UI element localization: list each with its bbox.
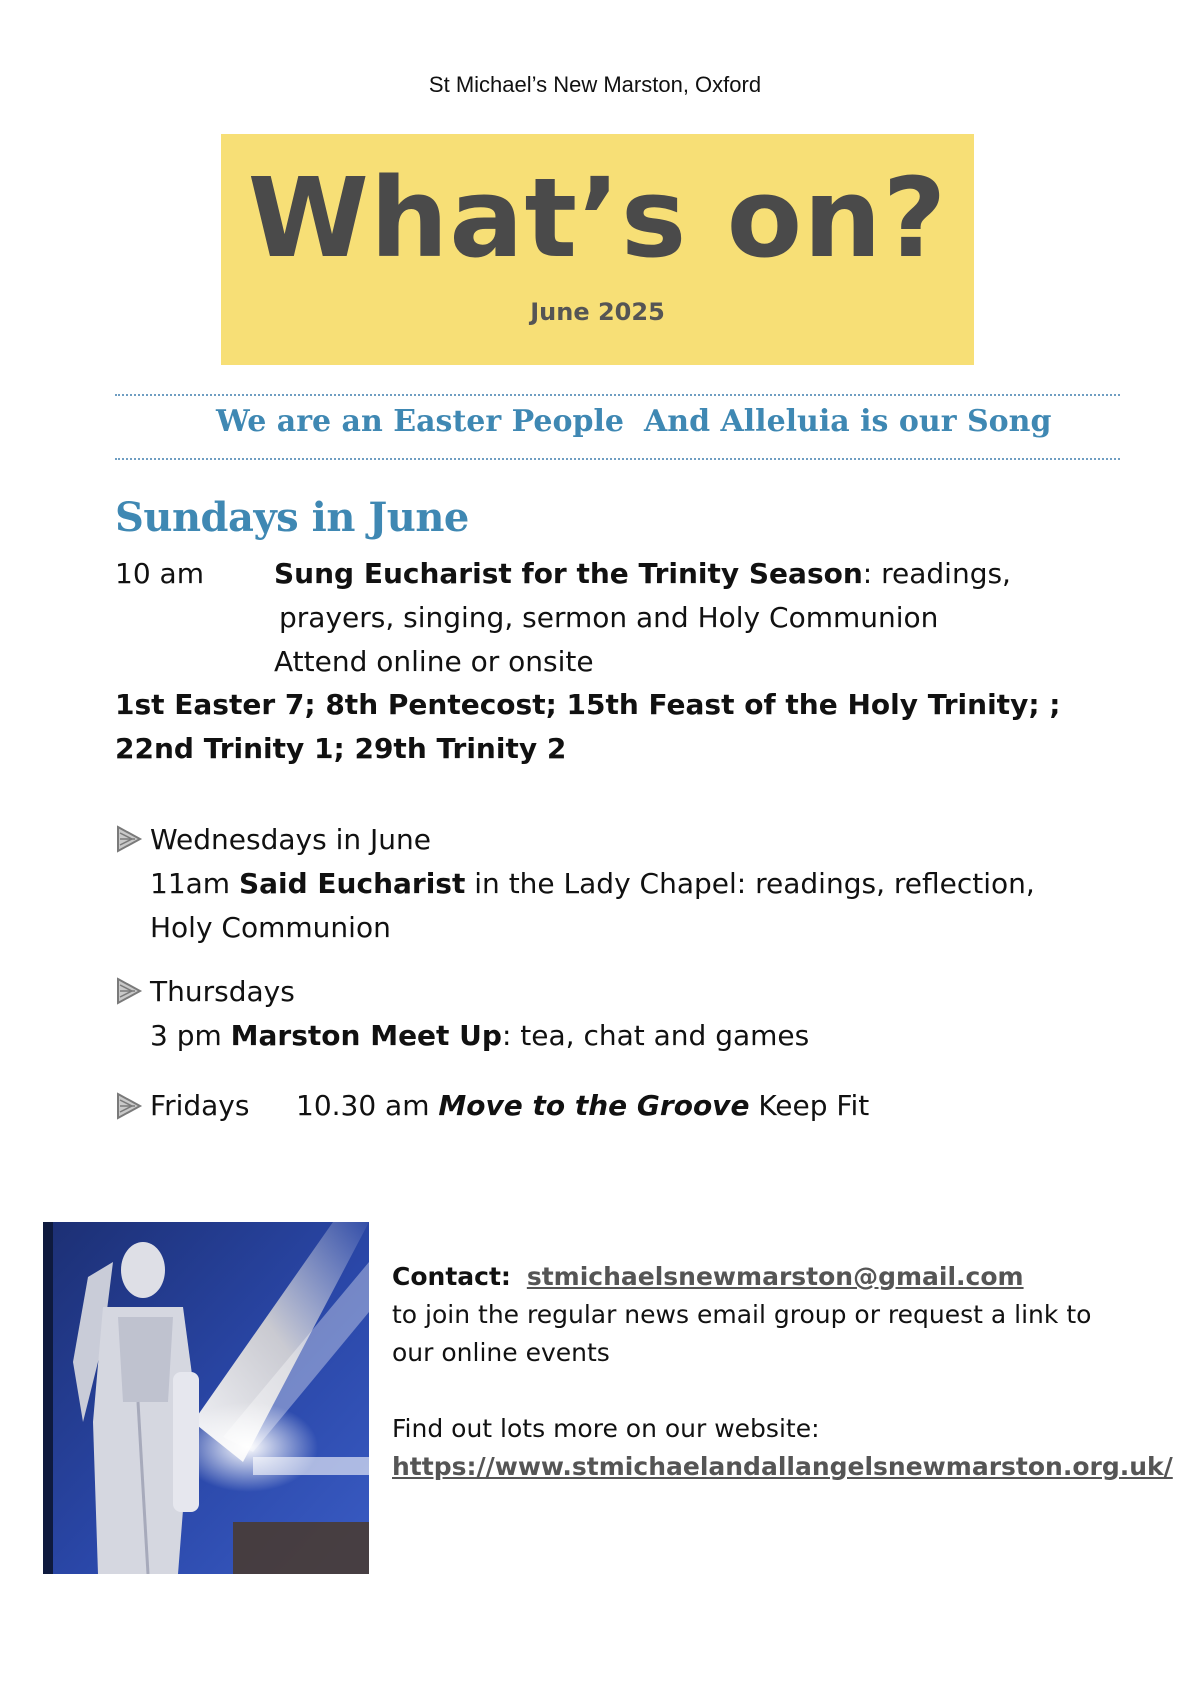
sunday-service-line <box>274 552 1011 596</box>
website-link[interactable]: https://www.stmichaelandallangelsnewmarston.org.uk/ <box>392 1452 1173 1481</box>
sundays-heading: Sundays in June <box>115 494 469 541</box>
sunday-time: 10 am <box>115 557 204 590</box>
wednesday-time: 11am <box>150 867 239 900</box>
friday-event-line <box>296 1084 869 1128</box>
angel-statue-image <box>43 1222 369 1574</box>
page-title: What’s on? <box>247 154 948 282</box>
friday-day: Fridays <box>150 1089 250 1122</box>
wednesday-event-line <box>150 862 1035 906</box>
sunday-service-name: Sung Eucharist for the Trinity Season <box>274 557 863 590</box>
sunday-service-desc: : readings, <box>862 557 1011 590</box>
wednesday-day: Wednesdays in June <box>150 823 431 856</box>
thursday-event-line <box>150 1014 809 1058</box>
contact-note-2: our online events <box>392 1338 610 1367</box>
sunday-service-desc-2: prayers, singing, sermon and Holy Communion <box>279 601 939 634</box>
thursday-day: Thursdays <box>150 975 295 1008</box>
friday-event: Move to the Groove <box>438 1089 750 1122</box>
church-name: St Michael’s New Marston, Oxford <box>428 72 762 97</box>
website-intro: Find out lots more on our website: <box>392 1414 820 1443</box>
thursday-event: Marston Meet Up <box>230 1019 502 1052</box>
contact-line <box>392 1258 1024 1296</box>
divider-bottom <box>115 458 1120 460</box>
friday-desc: Keep Fit <box>749 1089 870 1122</box>
contact-label: Contact: <box>392 1262 511 1291</box>
sunday-dates: 1st Easter 7; 8th Pentecost; 15th Feast of the Holy Trinity; ; 22nd Trinity 1; 29th Trinity 2 <box>115 688 1061 765</box>
divider-top <box>115 394 1120 396</box>
contact-note-1: to join the regular news email group or request a link to <box>392 1300 1092 1329</box>
tagline-left: We are an Easter People <box>216 404 624 439</box>
play-triangle-icon <box>115 824 143 854</box>
sunday-attend-note: Attend online or onsite <box>274 645 594 678</box>
contact-email-link[interactable]: stmichaelsnewmarston@gmail.com <box>526 1262 1024 1291</box>
play-triangle-icon <box>115 1091 143 1121</box>
play-triangle-icon <box>115 976 143 1006</box>
thursday-desc: : tea, chat and games <box>501 1019 810 1052</box>
wednesday-desc: in the Lady Chapel: readings, reflection, <box>465 867 1035 900</box>
tagline-right: And Alleluia is our Song <box>644 404 1052 439</box>
thursday-time: 3 pm <box>150 1019 231 1052</box>
friday-time: 10.30 am <box>296 1089 439 1122</box>
title-banner <box>221 134 974 365</box>
wednesday-event: Said Eucharist <box>238 867 466 900</box>
wednesday-desc-2: Holy Communion <box>150 911 391 944</box>
month-label: June 2025 <box>530 298 665 326</box>
